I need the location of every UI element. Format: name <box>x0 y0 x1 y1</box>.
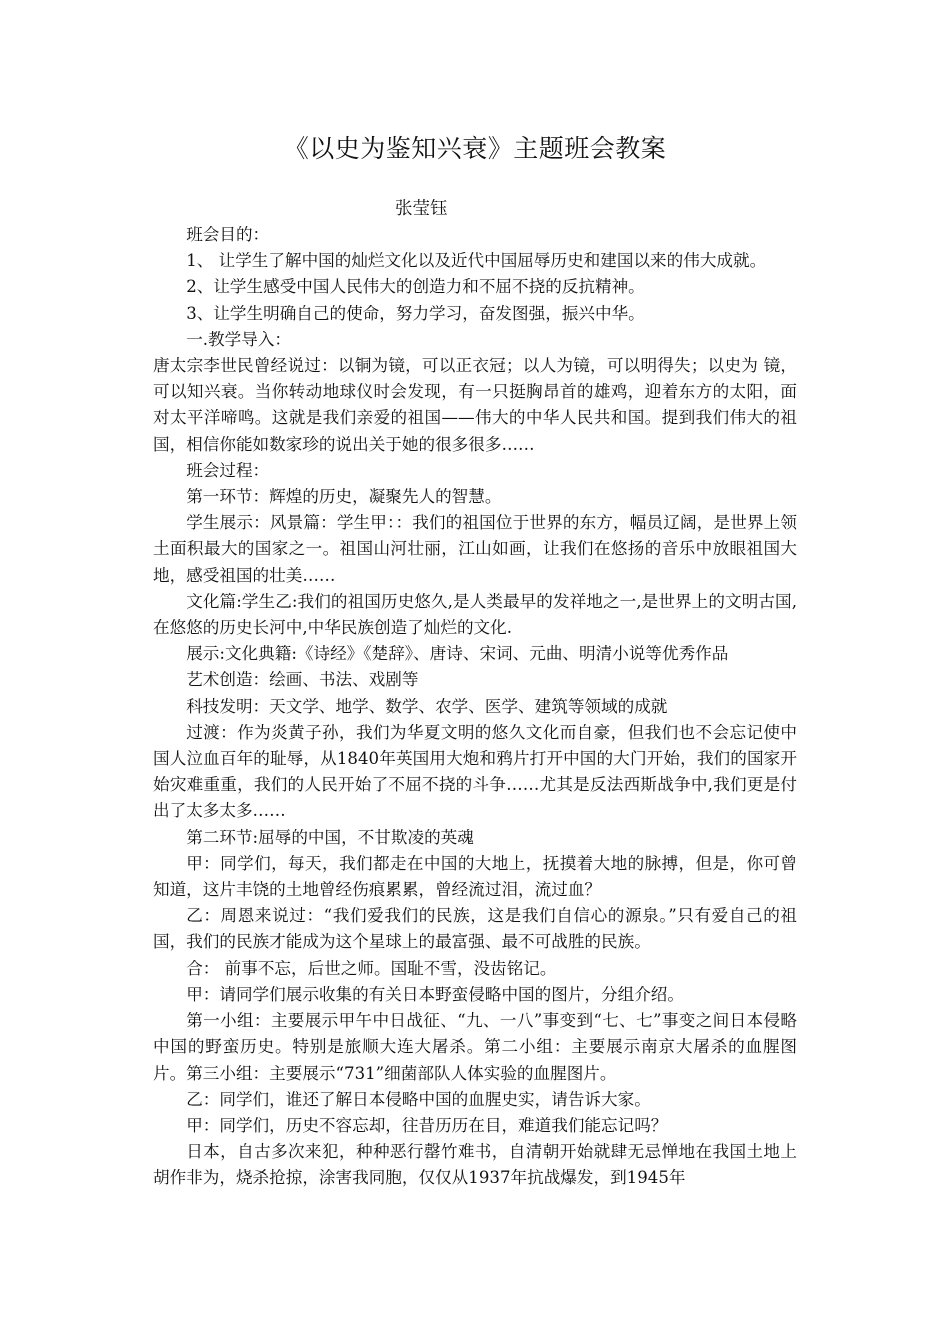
paragraph-speaker-a-2: 甲：请同学们展示收集的有关日本野蛮侵略中国的图片，分组介绍。 <box>186 984 684 1004</box>
paragraph-groups: 第一小组：主要展示甲午中日战征、“九、一八”事变到“七、七”事变之间日本侵略中国的野蛮历史。特别是旅顺大连大屠杀。第二小组：主要展示南京大屠杀的血腥图片。第三小组：主要展示“731”细菌部队人体实验的血腥图片。 <box>153 1011 797 1083</box>
paragraph-section-2-heading: 第二环节:屈辱的中国，不甘欺凌的英魂 <box>186 827 474 847</box>
paragraph-science: 科技发明：天文学、地学、数学、农学、医学、建筑等领域的成就 <box>186 696 668 716</box>
paragraph-culture: 文化篇:学生乙:我们的祖国历史悠久,是人类最早的发祥地之一,是世界上的文明古国,在悠悠的历史长河中,中华民族创造了灿烂的文化. <box>153 591 797 638</box>
paragraph-purpose-3: 3、让学生明确自己的使命，努力学习，奋发图强，振兴中华。 <box>186 303 645 323</box>
paragraph-together: 合： 前事不忘，后世之师。国耻不雪，没齿铭记。 <box>186 958 557 978</box>
author-name: 张莹钰 <box>395 199 448 219</box>
paragraph-arts: 艺术创造：绘画、书法、戏剧等 <box>186 670 419 690</box>
paragraph-purpose-1: 1、 让学生了解中国的灿烂文化以及近代中国屈辱历史和建国以来的伟大成就。 <box>186 251 767 271</box>
paragraph-speaker-a-3: 甲：同学们，历史不容忘却，往昔历历在目，难道我们能忘记吗？ <box>186 1115 668 1135</box>
paragraph-process-heading: 班会过程： <box>186 460 270 480</box>
document-body <box>153 222 797 1192</box>
paragraph-section-1-heading: 第一环节：辉煌的历史，凝聚先人的智慧。 <box>186 487 502 507</box>
paragraph-purpose-2: 2、让学生感受中国人民伟大的创造力和不屈不挠的反抗精神。 <box>186 277 645 297</box>
paragraph-speaker-b-2: 乙：同学们，谁还了解日本侵略中国的血腥史实，请告诉大家。 <box>186 1089 651 1109</box>
paragraph-japan-history: 日本，自古多次来犯，种种恶行罄竹难书，自清朝开始就肆无忌惮地在我国土地上胡作非为，烧杀抢掠，涂害我同胞，仅仅从1937年抗战爆发，到1945年 <box>153 1142 797 1188</box>
paragraph-landscape: 学生展示：风景篇：学生甲：：我们的祖国位于世界的东方，幅员辽阔，是世界上领土面积最大的国家之一。祖国山河壮丽，江山如画，让我们在悠扬的音乐中放眼祖国大地，感受祖国的壮美…… <box>153 513 797 585</box>
paragraph-speaker-a-1: 甲：同学们，每天，我们都走在中国的大地上，抚摸着大地的脉搏，但是，你可曾知道，这片丰饶的土地曾经伤痕累累，曾经流过泪，流过血？ <box>153 853 797 900</box>
paragraph-transition: 过渡：作为炎黄子孙，我们为华夏文明的悠久文化而自豪，但我们也不会忘记使中国人泣血百年的耻辱，从1840年英国用大炮和鸦片打开中国的大门开始，我们的国家开始灾难重重，我们的人民开始了不屈不挠的斗争……尤其是反法西斯战争中,我们更是付出了太多太多…… <box>153 722 797 821</box>
paragraph-classics: 展示:文化典籍:《诗经》《楚辞》、唐诗、宋词、元曲、明清小说等优秀作品 <box>186 644 729 664</box>
paragraph-intro-text: 唐太宗李世民曾经说过：以铜为镜，可以正衣冠；以人为镜，可以明得失；以史为 镜，可以知兴衰。当你转动地球仪时会发现，有一只挺胸昂首的雄鸡，迎着东方的太阳，面对太平洋啼鸣。这就是我们亲爱的祖国——伟大的中华人民共和国。提到我们伟大的祖国，相信你能如数家珍的说出关于她的很多很多…… <box>153 356 797 454</box>
paragraph-intro-heading: 一.教学导入： <box>186 329 292 349</box>
document-title: 《以史为鉴知兴衰》主题班会教案 <box>283 134 667 163</box>
paragraph-purpose-heading: 班会目的： <box>186 225 270 244</box>
paragraph-speaker-b-1: 乙：周恩来说过：“我们爱我们的民族，这是我们自信心的源泉。”只有爱自己的祖国，我们的民族才能成为这个星球上的最富强、最不可战胜的民族。 <box>153 906 797 952</box>
